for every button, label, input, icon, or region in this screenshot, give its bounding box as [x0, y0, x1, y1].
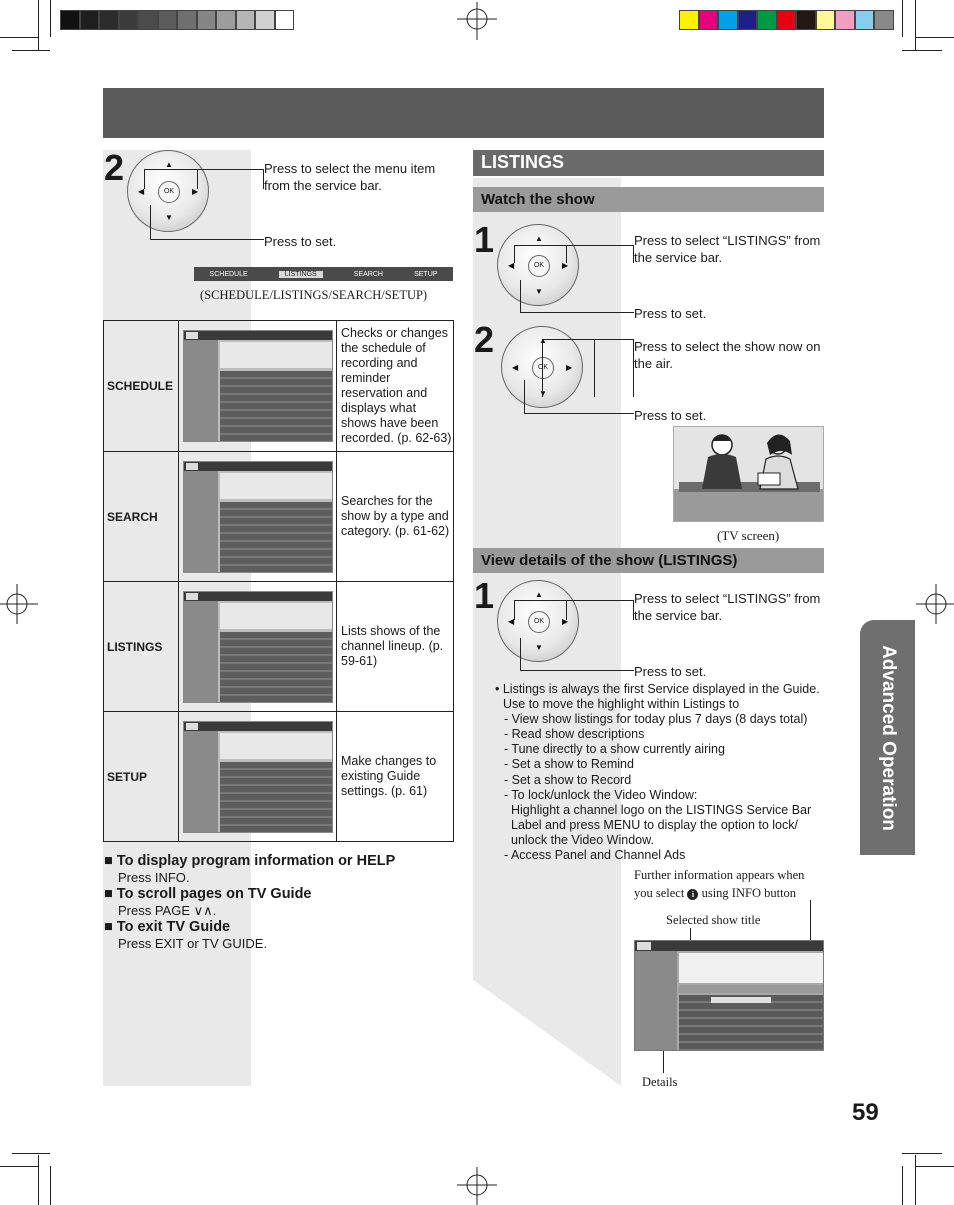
arrow-up-icon: ▲	[535, 590, 543, 599]
ok-button-icon: OK	[532, 357, 554, 379]
details-subsection-bar	[473, 548, 824, 573]
arrow-right-icon: ▶	[566, 363, 573, 372]
page-number: 59	[852, 1099, 879, 1126]
table-cell-name: LISTINGS	[104, 582, 179, 711]
service-bar-listings[interactable]: LISTINGS	[279, 271, 323, 278]
info-note-line1: Further information appears when	[634, 868, 805, 882]
listings-details-screenshot	[634, 940, 824, 1051]
color-swatch	[158, 10, 178, 30]
color-swatch	[138, 10, 158, 30]
crop-mark	[38, 1155, 39, 1205]
arrow-up-icon: ▲	[535, 234, 543, 243]
table-row	[104, 581, 453, 711]
arrow-down-icon: ▼	[165, 213, 173, 222]
setup-screen-thumbnail	[183, 721, 333, 833]
registration-mark-bottom	[457, 1165, 497, 1205]
watch-step2-select: Press to select the show now on the air.	[634, 339, 821, 371]
callout-select-menu: Press to select the menu item from the service bar.	[264, 161, 436, 193]
list-item: - Access Panel and Channel Ads	[504, 848, 686, 863]
schedule-screen-thumbnail	[183, 330, 333, 442]
details-subsection-title: View details of the show (LISTINGS)	[481, 552, 738, 569]
tip-title: ■ To display program information or HELP	[104, 853, 396, 869]
list-item: Use to move the highlight within Listings to	[503, 697, 740, 712]
list-item: unlock the Video Window.	[511, 832, 654, 847]
color-swatch	[777, 10, 797, 30]
crop-mark	[0, 37, 38, 38]
listings-screen-thumbnail	[183, 591, 333, 703]
listings-section-title: LISTINGS	[481, 152, 565, 172]
leader-line-select	[144, 169, 264, 189]
arrow-left-icon: ◀	[508, 261, 515, 270]
watch-step2-number: 2	[474, 319, 495, 360]
color-swatch	[699, 10, 719, 30]
service-bar-schedule[interactable]: SCHEDULE	[209, 270, 248, 278]
arrow-left-icon: ◀	[512, 363, 519, 372]
color-swatch	[718, 10, 738, 30]
list-item: • Listings is always the first Service displayed in the Guide.	[495, 682, 820, 696]
ok-button-icon: OK	[528, 255, 550, 277]
list-item: - To lock/unlock the Video Window:	[504, 787, 698, 802]
arrow-right-icon: ▶	[562, 617, 569, 626]
watch-subsection-bar	[473, 187, 824, 212]
list-item: Highlight a channel logo on the LISTINGS Service Bar	[511, 802, 812, 817]
arrow-left-icon: ◀	[508, 617, 515, 626]
tip-title: ■ To scroll pages on TV Guide	[104, 886, 312, 902]
arrow-right-icon: ▶	[192, 187, 199, 196]
list-item: - Set a show to Remind	[504, 757, 634, 772]
listings-feature-list	[495, 682, 825, 863]
color-swatch	[216, 10, 236, 30]
arrow-up-icon: ▲	[165, 160, 173, 169]
crop-mark	[902, 50, 942, 51]
leader-line	[524, 380, 634, 414]
ok-button-icon: OK	[528, 611, 550, 633]
leader-line	[520, 638, 634, 671]
color-swatch	[60, 10, 80, 30]
leader-line	[566, 245, 567, 263]
leader-line	[566, 600, 567, 620]
watch-step1-set: Press to set.	[634, 306, 707, 321]
color-swatch	[796, 10, 816, 30]
tv-screen-illustration	[673, 426, 824, 522]
service-bar-search[interactable]: SEARCH	[353, 270, 383, 278]
details-step1-number: 1	[474, 575, 495, 616]
crop-mark	[902, 1166, 903, 1205]
tips-list	[104, 853, 454, 952]
arrow-right-icon: ▶	[562, 261, 569, 270]
leader-line-set	[150, 205, 264, 240]
crop-mark	[50, 0, 51, 37]
table-row	[104, 711, 453, 841]
process-color-bar	[679, 10, 894, 30]
color-swatch	[236, 10, 256, 30]
arrow-down-icon: ▼	[535, 643, 543, 652]
advanced-operation-label: Advanced Operation	[877, 644, 899, 831]
tip-body: Press PAGE ∨∧.	[118, 903, 217, 918]
crop-mark	[915, 1155, 916, 1205]
table-cell-image	[179, 582, 337, 711]
color-swatch	[874, 10, 894, 30]
tv-screen-caption: (TV screen)	[717, 528, 780, 543]
arrow-left-icon: ◀	[138, 187, 145, 196]
grayscale-color-bar	[60, 10, 294, 30]
crop-mark	[12, 50, 50, 51]
arrow-down-icon: ▼	[539, 389, 547, 398]
color-swatch	[255, 10, 275, 30]
crop-mark	[0, 1166, 38, 1167]
registration-mark-left	[0, 584, 40, 624]
table-cell-desc: Checks or changes the schedule of recording and reminder reservation and displays what shows have been recorded. (p. 62-63)	[341, 326, 452, 445]
color-swatch	[855, 10, 875, 30]
details-step1-set: Press to set.	[634, 664, 707, 679]
watch-step1-number: 1	[474, 219, 495, 260]
selected-show-title-label: Selected show title	[666, 913, 761, 927]
search-screen-thumbnail	[183, 461, 333, 573]
color-swatch	[757, 10, 777, 30]
leader-line-select	[197, 169, 198, 189]
color-swatch	[835, 10, 855, 30]
left-step-number: 2	[104, 147, 125, 188]
table-row	[104, 451, 453, 581]
service-bar-setup[interactable]: SETUP	[414, 270, 438, 278]
crop-mark	[902, 1153, 942, 1154]
advanced-operation-tab	[860, 620, 915, 855]
color-swatch	[197, 10, 217, 30]
table-cell-name: SETUP	[104, 712, 179, 841]
crop-mark	[38, 0, 39, 50]
crop-mark	[915, 0, 916, 50]
list-item: - Set a show to Record	[504, 772, 632, 787]
crop-mark	[916, 1166, 954, 1167]
color-swatch	[99, 10, 119, 30]
details-step1-select: Press to select “LISTINGS” from the service bar.	[634, 591, 821, 623]
service-table	[103, 320, 454, 842]
crop-mark	[50, 1166, 51, 1205]
watch-subsection-title: Watch the show	[481, 191, 595, 208]
registration-mark-right	[914, 584, 954, 624]
details-label: Details	[642, 1075, 678, 1089]
header-band	[103, 88, 824, 138]
list-item: - Tune directly to a show currently airing	[504, 742, 725, 757]
tip-body: Press EXIT or TV GUIDE.	[118, 936, 268, 951]
table-cell-image	[179, 712, 337, 841]
arrow-up-icon: ▲	[539, 336, 547, 345]
listings-section-bar	[473, 150, 824, 176]
color-swatch	[816, 10, 836, 30]
leader-line	[514, 600, 634, 620]
table-cell-desc: Searches for the show by a type and category. (p. 61-62)	[341, 494, 450, 538]
right-background-cut	[473, 980, 623, 1090]
color-swatch	[679, 10, 699, 30]
list-item: - View show listings for today plus 7 days (8 days total)	[504, 712, 808, 727]
table-cell-desc: Make changes to existing Guide settings. (p. 61)	[341, 754, 437, 798]
callout-press-set: Press to set.	[264, 234, 337, 249]
list-item: Label and press MENU to display the option to lock/	[511, 817, 798, 832]
color-swatch	[275, 10, 295, 30]
service-bar-caption: (SCHEDULE/LISTINGS/SEARCH/SETUP)	[200, 288, 428, 302]
tip-title: ■ To exit TV Guide	[104, 919, 231, 935]
info-icon: i	[687, 889, 698, 900]
crop-mark	[916, 37, 954, 38]
table-cell-name: SCHEDULE	[104, 321, 179, 451]
watch-step2-set: Press to set.	[634, 408, 707, 423]
table-cell-image	[179, 321, 337, 451]
crop-mark	[902, 0, 903, 37]
crop-mark	[12, 1153, 50, 1154]
table-cell-desc: Lists shows of the channel lineup. (p. 59-61)	[341, 624, 444, 668]
service-bar	[194, 267, 453, 281]
color-swatch	[80, 10, 100, 30]
color-swatch	[738, 10, 758, 30]
table-row	[104, 321, 453, 451]
table-cell-name: SEARCH	[104, 452, 179, 581]
leader-line	[520, 280, 634, 313]
arrow-down-icon: ▼	[535, 287, 543, 296]
ok-button-icon: OK	[158, 181, 180, 203]
tip-body: Press INFO.	[118, 870, 190, 885]
watch-step1-select: Press to select “LISTINGS” from the service bar.	[634, 233, 821, 265]
info-note-line2: you select i using INFO button	[634, 886, 797, 900]
color-swatch	[119, 10, 139, 30]
color-swatch	[177, 10, 197, 30]
registration-mark-top	[457, 2, 497, 42]
table-cell-image	[179, 452, 337, 581]
list-item: - Read show descriptions	[504, 727, 645, 742]
leader-line	[514, 245, 634, 263]
